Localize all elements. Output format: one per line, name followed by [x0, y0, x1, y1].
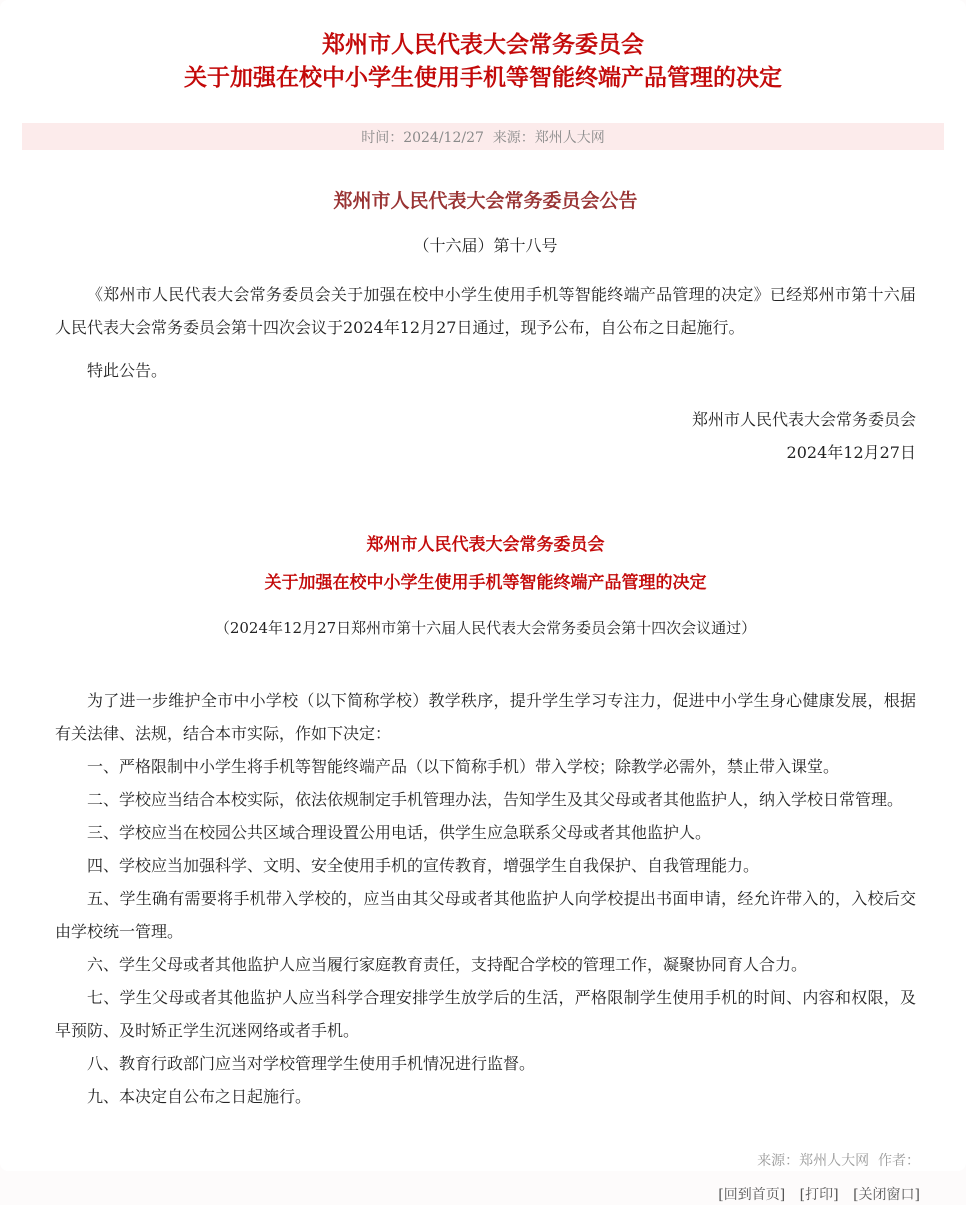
decision-item-1: 一、严格限制中小学生将手机等智能终端产品（以下简称手机）带入学校；除教学必需外，禁止带入课堂。: [87, 757, 840, 776]
decision-item-9: 九、本决定自公布之日起施行。: [87, 1087, 312, 1106]
decision-subtitle: （2024年12月27日郑州市第十六届人民代表大会常务委员会第十四次会议通过）: [214, 619, 757, 637]
meta-bar: [22, 123, 944, 150]
footer-source-author: 来源：郑州人大网 作者：: [757, 1153, 920, 1169]
back-to-home-link[interactable]: [回到首页]: [718, 1187, 786, 1203]
decision-item-4: 四、学校应当加强科学、文明、安全使用手机的宣传教育，增强学生自我保护、自我管理能力。: [87, 856, 760, 875]
footer-links: [55, 1185, 920, 1205]
page-title-line-2: 关于加强在校中小学生使用手机等智能终端产品管理的决定: [184, 64, 782, 91]
page-title-line-1: 郑州市人民代表大会常务委员会: [322, 31, 644, 58]
page-title: [40, 28, 926, 94]
close-window-link[interactable]: [关闭窗口]: [853, 1187, 920, 1203]
announcement-heading: 郑州市人民代表大会常务委员会公告: [333, 190, 638, 212]
announcement-closing: 特此公告。: [87, 361, 168, 380]
announcement-doc-number: （十六届）第十八号: [413, 236, 558, 255]
decision-item-2: 二、学校应当结合本校实际，依法依规制定手机管理办法，告知学生及其父母或者其他监护人，纳入学校日常管理。: [87, 790, 904, 809]
decision-item-6: 六、学生父母或者其他监护人应当履行家庭教育责任，支持配合学校的管理工作，凝聚协同育人合力。: [87, 955, 808, 974]
announcement-body: 《郑州市人民代表大会常务委员会关于加强在校中小学生使用手机等智能终端产品管理的决定》已经郑州市第十六届人民代表大会常务委员会第十四次会议于2024年12月27日通过，现予公布，自公布之日起施行。: [55, 285, 916, 337]
document-content: [0, 186, 966, 1113]
announcement-date: 2024年12月27日: [786, 443, 916, 462]
decision-body: [55, 684, 916, 1113]
decision-item-7: 七、学生父母或者其他监护人应当科学合理安排学生放学后的生活，严格限制学生使用手机的时间、内容和权限，及早预防、及时矫正学生沉迷网络或者手机。: [55, 988, 916, 1040]
decision-item-8: 八、教育行政部门应当对学校管理学生使用手机情况进行监督。: [87, 1054, 536, 1073]
decision-title-line-1: 郑州市人民代表大会常务委员会: [366, 535, 605, 555]
decision-preamble: 为了进一步维护全市中小学校（以下简称学校）教学秩序，提升学生学习专注力，促进中小学生身心健康发展，根据有关法律、法规，结合本市实际，作如下决定：: [55, 691, 916, 743]
decision-title: [55, 535, 916, 593]
announcement-signature: 郑州市人民代表大会常务委员会: [691, 410, 916, 429]
print-link[interactable]: [打印]: [799, 1187, 839, 1203]
decision-item-3: 三、学校应当在校园公共区域合理设置公用电话，供学生应急联系父母或者其他监护人。: [87, 823, 712, 842]
decision-item-5: 五、学生确有需要将手机带入学校的，应当由其父母或者其他监护人向学校提出书面申请，经允许带入的，入校后交由学校统一管理。: [55, 889, 916, 941]
meta-time-source: 时间：2024/12/27 来源：郑州人大网: [361, 130, 605, 146]
decision-title-line-2: 关于加强在校中小学生使用手机等智能终端产品管理的决定: [264, 573, 707, 593]
page-footer: [0, 1151, 966, 1205]
